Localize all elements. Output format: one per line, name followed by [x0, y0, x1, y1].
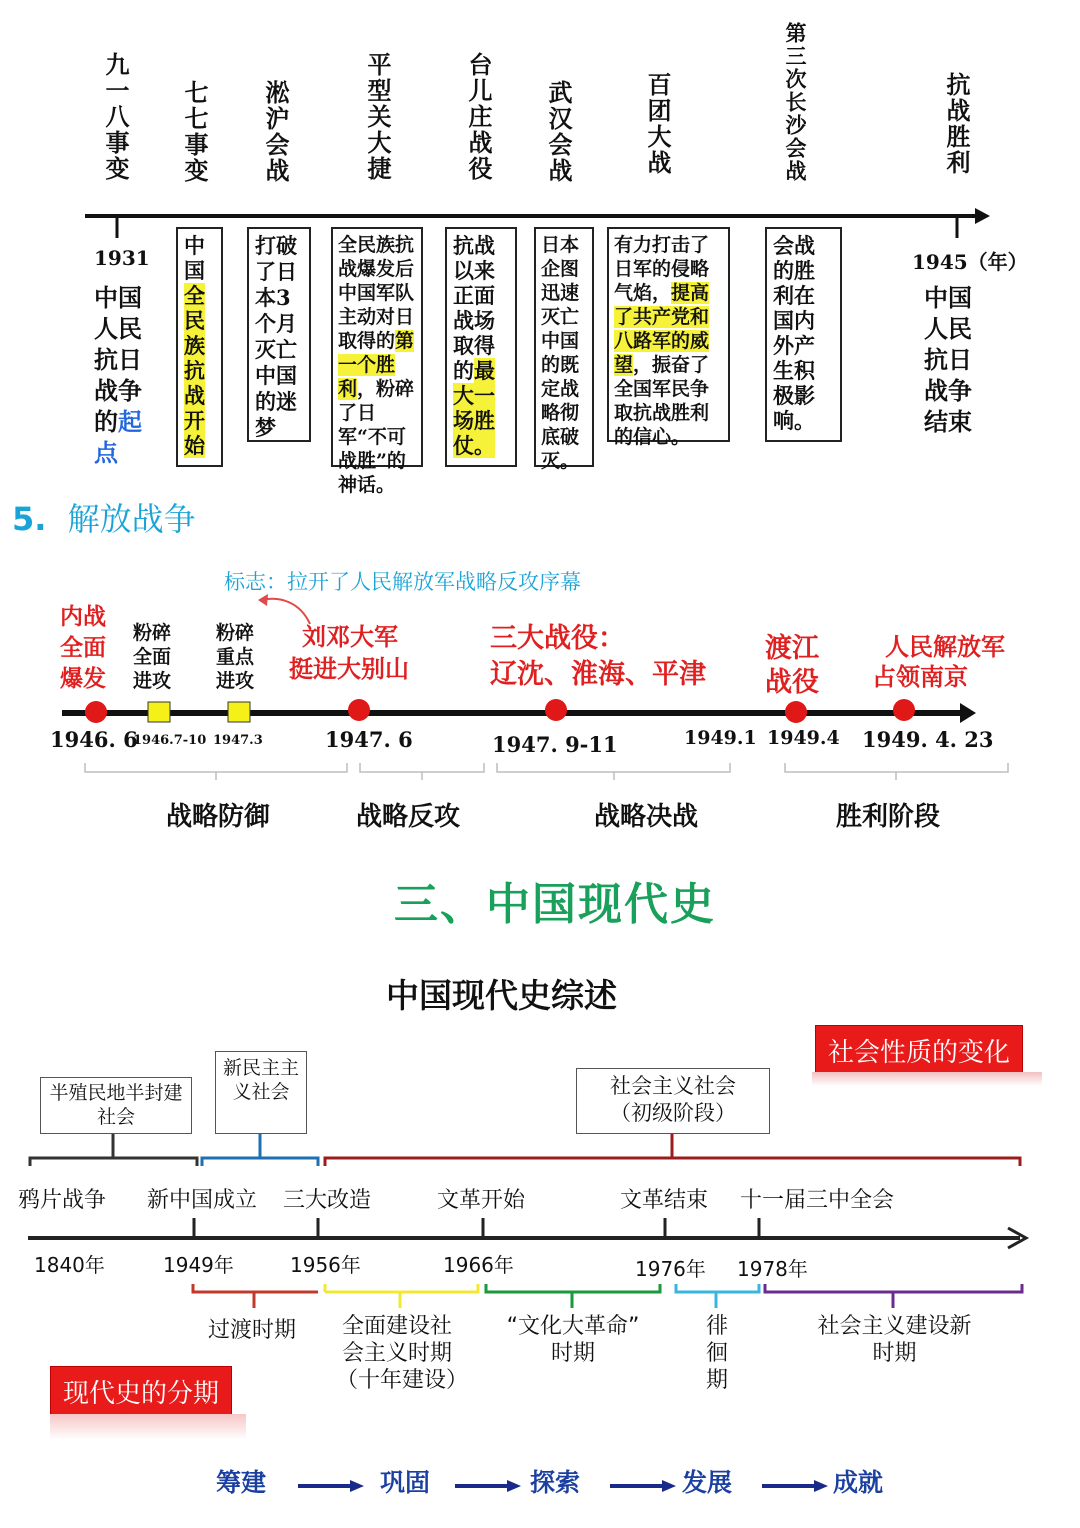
date-1947-6: 1947. 6 — [325, 727, 413, 752]
year-1966: 1966年 — [443, 1253, 514, 1277]
marker-1947-3 — [228, 702, 250, 722]
event-nanjing-1: 人民解放军 — [885, 633, 1005, 661]
flow-step-5: 成就 — [833, 1468, 884, 1497]
event-title-wuhan: 武汉会战 — [544, 80, 573, 184]
period-cultural-revolution — [503, 1313, 643, 1367]
event-neizhan: 内战全面爆发 — [60, 604, 106, 692]
modern-event-third-plenum: 十一届三中全会 — [740, 1188, 895, 1213]
flow-step-4: 发展 — [682, 1468, 733, 1497]
event-fensui-zhongdian: 粉碎重点进攻 — [216, 622, 255, 692]
date-1946-6: 1946. 6 — [50, 727, 138, 752]
event-title-baituan: 百团大战 — [643, 72, 672, 176]
period-new-era-line1: 社会主义建设新 — [817, 1314, 972, 1339]
dot-1949-4 — [785, 701, 807, 723]
start-year: 1931 — [94, 246, 150, 270]
event-dujiang-1: 渡江 — [765, 633, 819, 664]
period-new-era-line2: 时期 — [872, 1341, 917, 1366]
year-1840: 1840年 — [34, 1253, 105, 1277]
stage-counterattack: 战略反攻 — [356, 802, 461, 832]
event-title-taierzhuang: 台儿庄战役 — [464, 52, 493, 182]
start-desc-text: 中国人民抗日战争的 — [94, 283, 142, 436]
period-brackets — [0, 1280, 1080, 1316]
flow-step-2: 巩固 — [380, 1468, 431, 1497]
period-ten-years-line2: 会主义时期 — [342, 1341, 453, 1366]
start-desc-highlight: 起点 — [94, 407, 142, 467]
flow-step-3: 探索 — [530, 1468, 581, 1497]
modern-event-three-transformations: 三大改造 — [283, 1188, 372, 1213]
liberation-heading-text: 解放战争 — [67, 500, 196, 538]
box-qiqi-text: 中国 — [184, 233, 205, 283]
event-title-victory: 抗战胜利 — [942, 72, 971, 176]
box-pingxing-text2: ，粉碎了日军“不可战胜”的神话。 — [338, 378, 415, 496]
society-brackets — [0, 1130, 1080, 1170]
society-new-democratic: 新民主主义社会 — [215, 1051, 307, 1134]
date-1947-3: 1947.3 — [213, 733, 263, 748]
event-liudeng-2: 挺进大别山 — [289, 655, 409, 683]
event-title-changsha: 第三次长沙会战 — [783, 22, 808, 183]
period-cr-line1: “文化大革命” — [506, 1314, 640, 1339]
liberation-heading-number: 5. — [12, 500, 47, 538]
event-title-pingxingguan: 平型关大捷 — [363, 52, 392, 182]
box-taierzhuang-text: 抗战以来正面战场取得的 — [453, 233, 495, 383]
period-ten-years — [336, 1313, 469, 1394]
modern-event-opium-war: 鸦片战争 — [18, 1188, 107, 1213]
modern-event-cr-end: 文革结束 — [620, 1188, 709, 1213]
box-baituan-text2: ，振奋了全国军民争取抗战胜利的信心。 — [614, 354, 710, 448]
period-cr-line2: 时期 — [550, 1341, 595, 1366]
modern-event-prc-founded: 新中国成立 — [147, 1188, 258, 1213]
period-transition: 过渡时期 — [208, 1318, 297, 1343]
event-title-songhu: 淞沪会战 — [261, 80, 290, 184]
modern-axis — [0, 1212, 1080, 1252]
date-1946-7-10: 1946.7-10 — [133, 733, 207, 748]
modern-event-cr-start: 文革开始 — [437, 1188, 526, 1213]
flow-arrows — [0, 1472, 1080, 1502]
liberation-heading — [12, 494, 196, 540]
stage-defense: 战略防御 — [166, 802, 271, 832]
society-socialist-line2: （初级阶段） — [610, 1101, 736, 1125]
box-baituan-text: 有力打击了日军的侵略气焰， — [614, 234, 710, 304]
tag-periodization: 现代史的分期 — [50, 1366, 232, 1417]
year-1956: 1956年 — [290, 1253, 361, 1277]
stage-victory: 胜利阶段 — [836, 802, 941, 832]
modern-section-title: 三、中国现代史 — [394, 879, 716, 930]
year-1976: 1976年 — [635, 1257, 706, 1281]
box-taierzhuang — [445, 227, 517, 467]
event-nanjing-2: 占领南京 — [872, 663, 968, 691]
society-socialist-line1: 社会主义社会 — [610, 1074, 736, 1098]
box-baituan-highlight: 提高了共产党和八路军的威望 — [614, 282, 710, 376]
modern-subtitle: 中国现代史综述 — [386, 976, 617, 1015]
event-title-77: 七七事变 — [180, 80, 209, 184]
end-description: 中国人民抗日战争结束 — [924, 283, 972, 436]
stage-brackets — [0, 760, 1080, 782]
start-description — [94, 282, 150, 468]
box-pingxing-text: 全民族抗战爆发后中国军队主动对日取得的 — [338, 234, 415, 352]
period-ten-years-line1: 全面建设社 — [342, 1314, 453, 1339]
liberation-axis — [0, 695, 1080, 731]
event-fensui-quanmian: 粉碎全面进攻 — [133, 622, 172, 692]
period-hesitation: 徘徊期 — [706, 1314, 729, 1393]
year-1978: 1978年 — [737, 1257, 808, 1281]
dot-1947-9 — [545, 699, 567, 721]
box-qiqi-highlight: 全民族抗战开始 — [184, 283, 205, 458]
tag-periodization-reflection — [50, 1414, 246, 1440]
box-taierzhuang-highlight: 最大一场胜仗。 — [453, 358, 495, 458]
tag-society-reflection — [812, 1072, 1042, 1086]
dot-1949-4-23 — [893, 699, 915, 721]
date-1949-4: 1949.4 — [767, 727, 840, 749]
arrow-right-icon — [507, 1480, 521, 1492]
event-sanda-2: 辽沈、淮海、平津 — [490, 659, 706, 690]
dot-1947-6 — [348, 699, 370, 721]
box-changsha: 会战的胜利在国内外产生积极影响。 — [765, 227, 842, 442]
society-socialist — [576, 1068, 770, 1134]
period-new-era — [812, 1313, 977, 1367]
liberation-note: 标志：拉开了人民解放军战略反攻序幕 — [224, 570, 581, 594]
year-1949: 1949年 — [163, 1253, 234, 1277]
box-wuhan: 日本企图迅速灭亡中国的既定战略彻底破灭。 — [534, 227, 594, 467]
stage-decisive: 战略决战 — [594, 802, 699, 832]
box-pingxingguan — [331, 227, 423, 496]
period-ten-years-line3: （十年建设） — [336, 1368, 469, 1393]
event-sanda-1: 三大战役： — [490, 623, 625, 654]
box-qiqi — [176, 227, 223, 467]
arrow-right-icon — [350, 1480, 364, 1492]
date-1949-1: 1949.1 — [684, 727, 757, 749]
dot-1946-6 — [85, 701, 107, 723]
box-songhu: 打破了日本3个月灭亡中国的迷梦 — [247, 227, 311, 442]
box-pingxing-highlight: 第一个胜利 — [338, 330, 415, 400]
society-semi-colonial: 半殖民地半封建社会 — [40, 1077, 192, 1134]
date-1949-4-23: 1949. 4. 23 — [862, 727, 994, 752]
tag-society-nature: 社会性质的变化 — [815, 1025, 1023, 1076]
event-dujiang-2: 战役 — [765, 667, 819, 698]
end-year: 1945（年） — [912, 250, 1028, 274]
arrow-right-icon — [814, 1480, 828, 1492]
marker-1946-7-10 — [148, 702, 170, 722]
arrow-right-icon — [662, 1480, 676, 1492]
date-1947-9-11: 1947. 9-11 — [492, 732, 618, 757]
box-baituan — [607, 227, 730, 448]
event-title-918: 九一八事变 — [101, 52, 130, 182]
flow-step-1: 筹建 — [216, 1468, 267, 1497]
event-liudeng-1: 刘邓大军 — [302, 623, 398, 651]
